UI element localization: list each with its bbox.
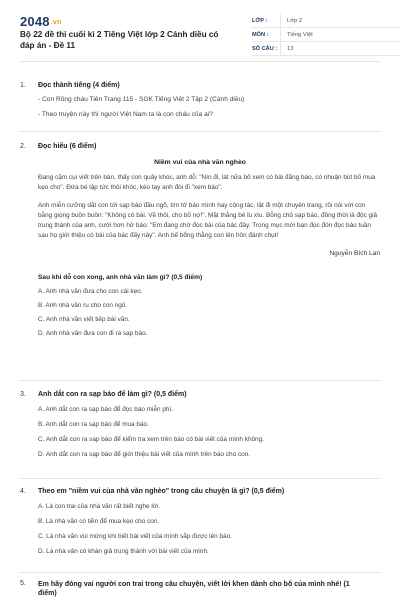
story-paragraph: Đang cặm cụi viết trên bàn, thấy con quấy khóc, anh dỗ: "Nín đi, lát nữa bố xem có bài đăng báo, có nhuận bút bố mua kẹo cho". Đứa bé lập tức thôi khóc, kéo tay anh đòi đi "xem báo". xyxy=(38,174,376,191)
meta-table xyxy=(252,14,400,56)
logo-text: 2048 xyxy=(20,14,50,29)
meta-row-count xyxy=(252,42,400,56)
divider xyxy=(20,131,380,132)
divider xyxy=(20,572,380,573)
story-author: Nguyễn Bích Lan xyxy=(329,249,380,257)
answer-option[interactable]: B. Anh dắt con ra sạp báo để mua báo. xyxy=(38,421,149,428)
question-heading: Anh dắt con ra sạp báo để làm gì? (0,5 điểm) xyxy=(38,391,187,398)
question-heading: Đọc hiểu (6 điểm) xyxy=(38,143,97,150)
question-2 xyxy=(20,143,380,337)
question-number: 4. xyxy=(20,488,26,495)
meta-key: LỚP : xyxy=(252,17,268,24)
page-title: Bộ 22 đề thi cuối kì 2 Tiếng Việt lớp 2 Cánh diều có đáp án - Đề 11 xyxy=(20,30,219,50)
answer-option[interactable]: A. Anh nhà văn đưa cho con cái kẹo. xyxy=(38,287,143,295)
meta-key: SỐ CÂU : xyxy=(252,45,278,52)
answer-option[interactable]: A. Là con trai của nhà văn rất biết nghe lời. xyxy=(38,503,161,510)
question-number: 2. xyxy=(20,143,26,150)
question-heading: Đọc thành tiếng (4 điểm) xyxy=(38,82,120,89)
answer-option[interactable]: D. Anh nhà văn đưa con đi ra sạp báo. xyxy=(38,329,148,337)
story-paragraph: Anh miễn cưỡng dắt con tới sạp báo đầu ngõ, tìm tờ báo mình hay cộng tác, lật đi một chuyên trang, rồi nói với con bằng giọng buồn buồn: "Không có bài. Về thôi, cho bố nợ!". Mặt thằng bé ỉu xìu. Bỗng chủ sạp báo, đồng thời là độc giả trung thành của anh, cười hơn hở báo: "Em đang chờ đọc bài của bác đây. Trong mục mời bạn đọc đón đọc báo tuần sau họ giới thiệu có bài của bác đấy này". Anh bế bổng thằng con lên hôn đánh chụt! xyxy=(38,201,378,239)
meta-value: Tiếng Việt xyxy=(280,28,400,41)
question-number: 3. xyxy=(20,391,26,398)
answer-option[interactable]: C. Anh dắt con ra sạp báo để kiểm tra xem trên báo có bài viết của mình không. xyxy=(38,436,264,443)
answer-option[interactable]: C. Là nhà văn vui mừng khi biết bài viết của mình sắp được lên báo. xyxy=(38,533,232,540)
divider xyxy=(20,478,380,479)
header xyxy=(20,0,380,62)
answer-option[interactable]: D. Anh dắt con ra sạp báo để giới thiệu bài viết của mình trên báo cho con. xyxy=(38,451,251,458)
question-number: 5. xyxy=(20,580,26,587)
question-line: - Theo truyện này thì người Việt Nam ta là con cháu của ai? xyxy=(38,110,213,118)
answer-option[interactable]: C. Anh nhà văn viết tiếp bài văn. xyxy=(38,315,130,323)
meta-value: Lớp 2 xyxy=(280,14,400,27)
question-3 xyxy=(20,391,380,458)
divider xyxy=(20,380,380,381)
answer-option[interactable]: D. Là nhà văn có khán giả trung thành với bài viết của mình. xyxy=(38,548,209,555)
answer-option[interactable]: B. Là nhà văn có tiền để mua kẹo cho con. xyxy=(38,518,160,525)
question-heading-line: điểm) xyxy=(38,590,57,598)
sub-question: Sau khi dỗ con xong, anh nhà văn làm gì? (0,5 điểm) xyxy=(38,273,203,281)
meta-row-grade xyxy=(252,14,400,28)
logo-suffix: .vn xyxy=(50,19,62,26)
question-heading xyxy=(38,580,380,599)
answer-option[interactable]: B. Anh nhà văn ru cho con ngủ. xyxy=(38,301,128,309)
question-1 xyxy=(20,82,380,120)
meta-row-subject xyxy=(252,28,400,42)
meta-key: MÔN : xyxy=(252,31,269,38)
question-heading-line: Em hãy đóng vai người con trai trong câu chuyện, viết lời khen dành cho bố của mình nhé! (1 xyxy=(38,581,350,588)
question-line: - Con Rồng cháu Tiên Trang 115 - SGK Tiếng Việt 2 Tập 2 (Cánh diều) xyxy=(38,96,245,103)
question-number: 1. xyxy=(20,82,26,89)
question-5 xyxy=(20,580,380,599)
site-logo[interactable] xyxy=(20,14,61,29)
question-heading: Theo em "niềm vui của nhà văn nghèo" trong câu chuyện là gì? (0,5 điểm) xyxy=(38,488,285,495)
meta-value: 13 xyxy=(280,42,400,55)
answer-option[interactable]: A. Anh dắt con ra sạp báo để đọc báo miễn phí. xyxy=(38,406,174,413)
question-4 xyxy=(20,488,380,555)
story-title: Niềm vui của nhà văn nghèo xyxy=(154,159,246,166)
